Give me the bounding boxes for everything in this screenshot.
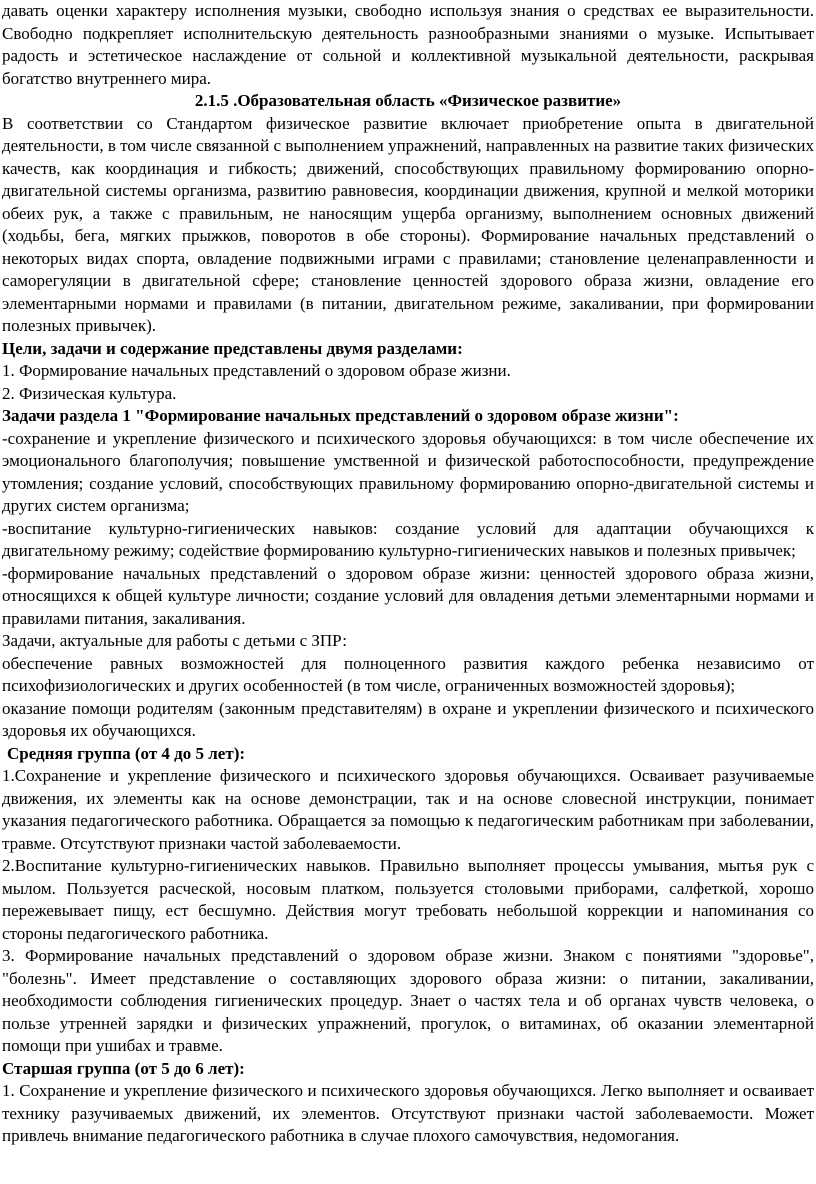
paragraph: Старшая группа (от 5 до 6 лет):	[2, 1058, 245, 1078]
paragraph: оказание помощи родителям (законным представителям) в охране и укреплении физического и психического здоровья их обучающихся.	[2, 698, 814, 740]
paragraph: 2.1.5 .Образовательная область «Физическое развитие»	[194, 91, 622, 110]
paragraph: 3. Формирование начальных представлений о здоровом образе жизни. Знаком с понятиями "здоровье", "болезнь". Имеет представление о составляющих здорового образа жизни: о питании, закаливании, необходимости соблюдения гигиенических процедур. Знает о частях тела и об органах чувств человека, о пользе утренней зарядки и физических упражнений, прогулок, о витаминах, об оказании элементарной помощи при ушибах и травме.	[2, 946, 814, 1055]
paragraph: 1.Сохранение и укрепление физического и психического здоровья обучающихся. Осваивает разучиваемые движения, их элементы как на основе демонстрации, так и на основе словесной инструкции, понимает указания педагогического работника. Обращается за помощью к педагогическим работникам при заболевании, травме. Отсутствуют признаки частой заболеваемости.	[2, 766, 814, 853]
paragraph: В соответствии со Стандартом физическое развитие включает приобретение опыта в двигательной деятельности, в том числе связанной с выполнением упражнений, направленных на развитие таких физических качеств, как координация и гибкость; движений, способствующих правильному формированию опорно-двигательной системы организма, развитию равновесия, координации движения, крупной и мелкой моторики обеих рук, а также с правильным, не наносящим ущерба организму, выполнением основных движений (ходьбы, бега, мягких прыжков, поворотов в обе стороны). Формирование начальных представлений о некоторых видах спорта, овладение подвижными играми с правилами; становление целенаправленности и саморегуляции в двигательной сфере; становление ценностей здорового образа жизни, овладение его элементарными нормами и правилами (в питании, двигательном режиме, закаливании, при формировании полезных привычек).	[2, 113, 814, 335]
paragraph: 2.Воспитание культурно-гигиенических навыков. Правильно выполняет процессы умывания, мытья рук с мылом. Пользуется расческой, носовым платком, пользуется столовыми приборами, салфеткой, хорошо пережевывает пищу, ест бесшумно. Действия могут требовать небольшой коррекции и напоминания со стороны педагогического работника.	[2, 856, 814, 943]
paragraph: Задачи, актуальные для работы с детьми с ЗПР:	[2, 631, 347, 650]
paragraph: Цели, задачи и содержание представлены двумя разделами:	[2, 338, 463, 358]
paragraph: -воспитание культурно-гигиенических навыков: создание условий для адаптации обучающихся к двигательному режиму; содействие формированию культурно-гигиенических навыков и полезных привычек;	[2, 518, 814, 560]
paragraph: обеспечение равных возможностей для полноценного развития каждого ребенка независимо от психофизиологических и других особенностей (в том числе, ограниченных возможностей здоровья);	[2, 653, 814, 695]
paragraph: давать оценки характеру исполнения музыки, свободно используя знания о средствах ее выразительности. Свободно подкрепляет исполнительскую деятельность разнообразными знаниями о музыке. Испытывает радость и эстетическое наслаждение от сольной и коллективной музыкальной деятельности, раскрывая богатство внутреннего мира.	[2, 1, 814, 88]
paragraph: Средняя группа (от 4 до 5 лет):	[7, 743, 246, 763]
paragraph: 2. Физическая культура.	[2, 383, 177, 403]
paragraph: -сохранение и укрепление физического и психического здоровья обучающихся: в том числе обеспечение их эмоционального благополучия; повышение умственной и физической работоспособности, предупреждение утомления; создание условий, способствующих правильному формированию опорно-двигательной системы и других систем организма;	[2, 428, 814, 515]
paragraph: 1. Сохранение и укрепление физического и психического здоровья обучающихся. Легко выполняет и осваивает технику разучиваемых движений, их элементов. Отсутствуют признаки частой заболеваемости. Может привлечь внимание педагогического работника в случае плохого самочувствия, недомогания.	[2, 1081, 814, 1145]
paragraph: -формирование начальных представлений о здоровом образе жизни: ценностей здорового образа жизни, относящихся к общей культуре личности; создание условий для овладения детьми элементарными нормами и правилами питания, закаливания.	[2, 563, 814, 628]
paragraph: 1. Формирование начальных представлений о здоровом образе жизни.	[2, 361, 511, 380]
paragraph: Задачи раздела 1 "Формирование начальных представлений о здоровом образе жизни":	[2, 406, 679, 425]
